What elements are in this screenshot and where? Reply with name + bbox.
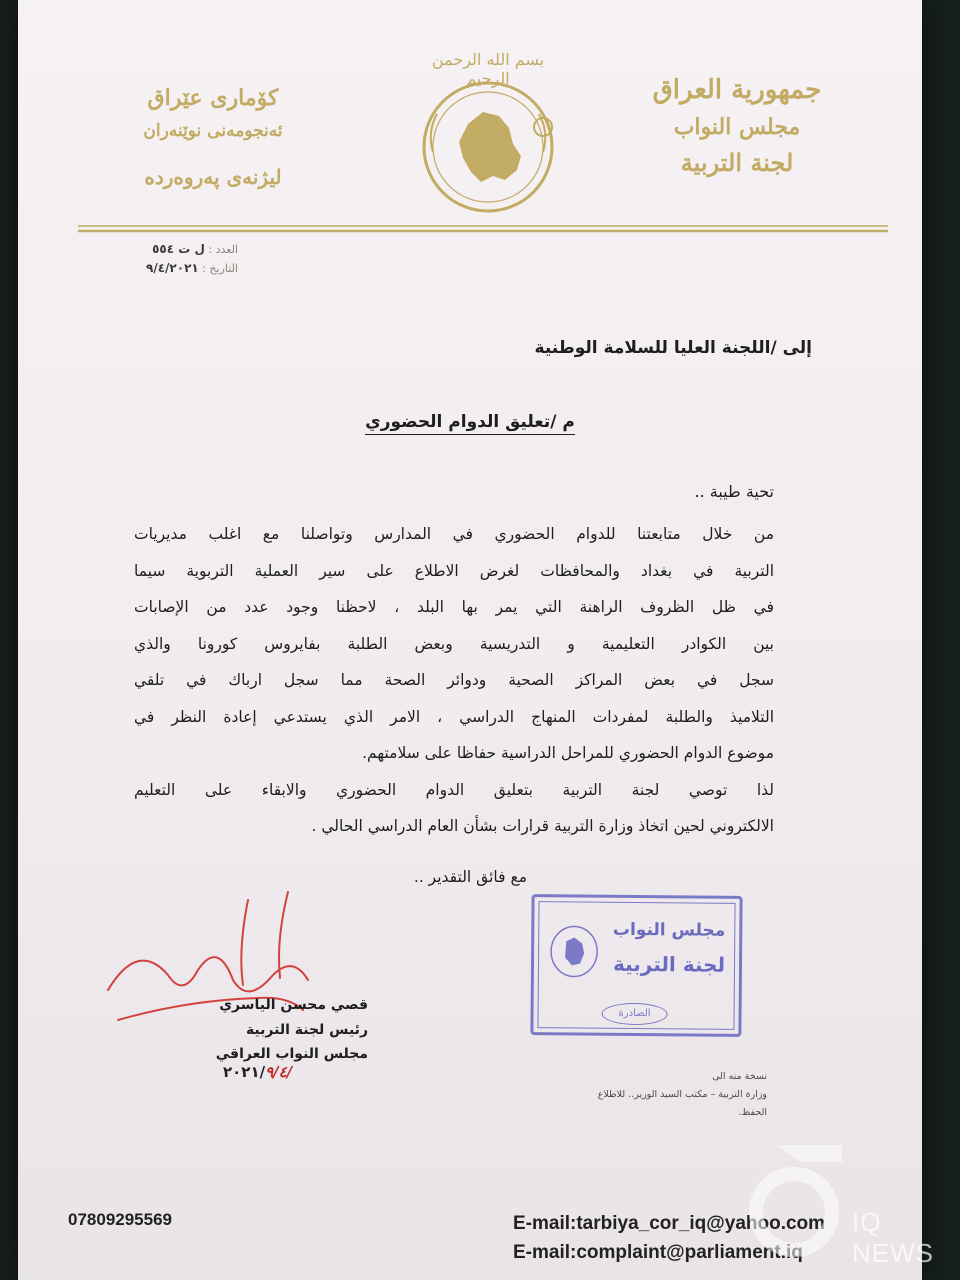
body-line: لذا توصي لجنة التربية بتعليق الدوام الحضوري والابقاء على التعليم xyxy=(134,780,774,799)
recipient-line: إلى /اللجنة العليا للسلامة الوطنية xyxy=(534,338,812,358)
header-arabic-line-3: لجنة التربية xyxy=(680,148,794,178)
reference-number-label: العدد : xyxy=(208,243,238,256)
signature-date-handwritten: ٩/٤/ xyxy=(265,1063,293,1081)
basmala: بسم الله الرحمن الرحيم xyxy=(431,50,545,88)
body-line: التلاميذ والطلبة لمفردات المنهاج الدراسي ، الامر الذي يستدعي إعادة النظر في xyxy=(134,707,774,726)
reference-number-value: ل ت ٥٥٤ xyxy=(152,242,205,256)
parliament-emblem-icon xyxy=(413,72,563,222)
copies-block xyxy=(537,1068,767,1122)
letter-page xyxy=(18,0,922,1280)
watermark-logo-icon xyxy=(732,1130,852,1260)
official-stamp xyxy=(530,894,742,1037)
greeting: تحية طيبة .. xyxy=(694,482,774,501)
footer-email-2: E-mail:complaint@parliament.iq xyxy=(513,1241,803,1263)
signer-name: قصي محسن الياسري xyxy=(219,997,368,1013)
footer-email-1: E-mail:tarbiya_cor_iq@yahoo.com xyxy=(513,1213,826,1234)
copies-line-1: وزارة التربية – مكتب السيد الوزير.. للاطلاع xyxy=(597,1089,767,1101)
body-line: من خلال متابعتنا للدوام الحضوري في المدارس وتواصلنا مع اغلب مديريات xyxy=(134,525,774,543)
header-kurdish xyxy=(103,80,323,194)
subject-line xyxy=(18,412,922,432)
body-line: في ظل الظروف الراهنة التي يمر بها البلد ، لاحظنا وجود عدد من الإصابات xyxy=(134,598,774,616)
subject-text: م /تعليق الدوام الحضوري xyxy=(365,412,575,435)
footer-phone: 07809295569 xyxy=(68,1210,173,1229)
signer-block xyxy=(208,993,368,1067)
body-line: بين الكوادر التعليمية و التدريسية وبعض الطلبة بفايروس كورونا والذي xyxy=(134,634,774,653)
body-line: سجل في بعض المراكز الصحية ودوائر الصحة مما سجل ارباك في تلقي xyxy=(134,671,774,689)
stamp-emblem-icon xyxy=(548,923,600,979)
copies-line-2: الحفظ. xyxy=(738,1107,767,1119)
letter-body xyxy=(134,516,774,845)
stamp-oval-label: الصادرة xyxy=(601,1003,667,1026)
stamp-line-2: لجنة التربية xyxy=(612,951,726,977)
signer-title: رئيس لجنة التربية xyxy=(245,1021,368,1038)
signature-year: ٢٠٢١ xyxy=(223,1063,260,1081)
header-kurdish-line-3: لیژنەی پەروەردە xyxy=(144,165,282,190)
reference-number xyxy=(78,240,238,259)
reference-date-label: التاريخ : xyxy=(202,262,238,276)
header-arabic-line-1: جمهورية العراق xyxy=(652,75,822,105)
reference-date xyxy=(78,259,238,278)
header-arabic-line-2: مجلس النواب xyxy=(673,114,801,141)
signer-org: مجلس النواب العراقي xyxy=(215,1046,368,1062)
stamp-line-1: مجلس النواب xyxy=(612,919,726,941)
closing-line: مع فائق التقدير .. xyxy=(413,868,527,886)
copies-heading: نسخة منه الى xyxy=(712,1071,767,1082)
body-line: الالكتروني لحين اتخاذ وزارة التربية قرارات بشأن العام الدراسي الحالي . xyxy=(311,817,774,835)
watermark-text: IQ NEWS xyxy=(852,1207,934,1268)
header-kurdish-line-2: ئەنجومەنی نوێنەران xyxy=(143,121,283,142)
header-divider xyxy=(78,222,888,236)
reference-block xyxy=(78,240,238,278)
reference-date-value: ٩/٤/٢٠٢١ xyxy=(146,261,199,276)
body-line: التربية في بغداد والمحافظات لغرض الاطلاع على سير العملية التربوية سيما xyxy=(134,561,774,580)
signature-date: ٢٠٢١/٩/٤/ xyxy=(223,1063,293,1081)
header-kurdish-line-1: كۆماری عێراق xyxy=(147,85,279,111)
body-line: موضوع الدوام الحضوري للمراحل الدراسية حفاظا على سلامتهم. xyxy=(362,744,774,762)
header-arabic xyxy=(642,70,832,182)
